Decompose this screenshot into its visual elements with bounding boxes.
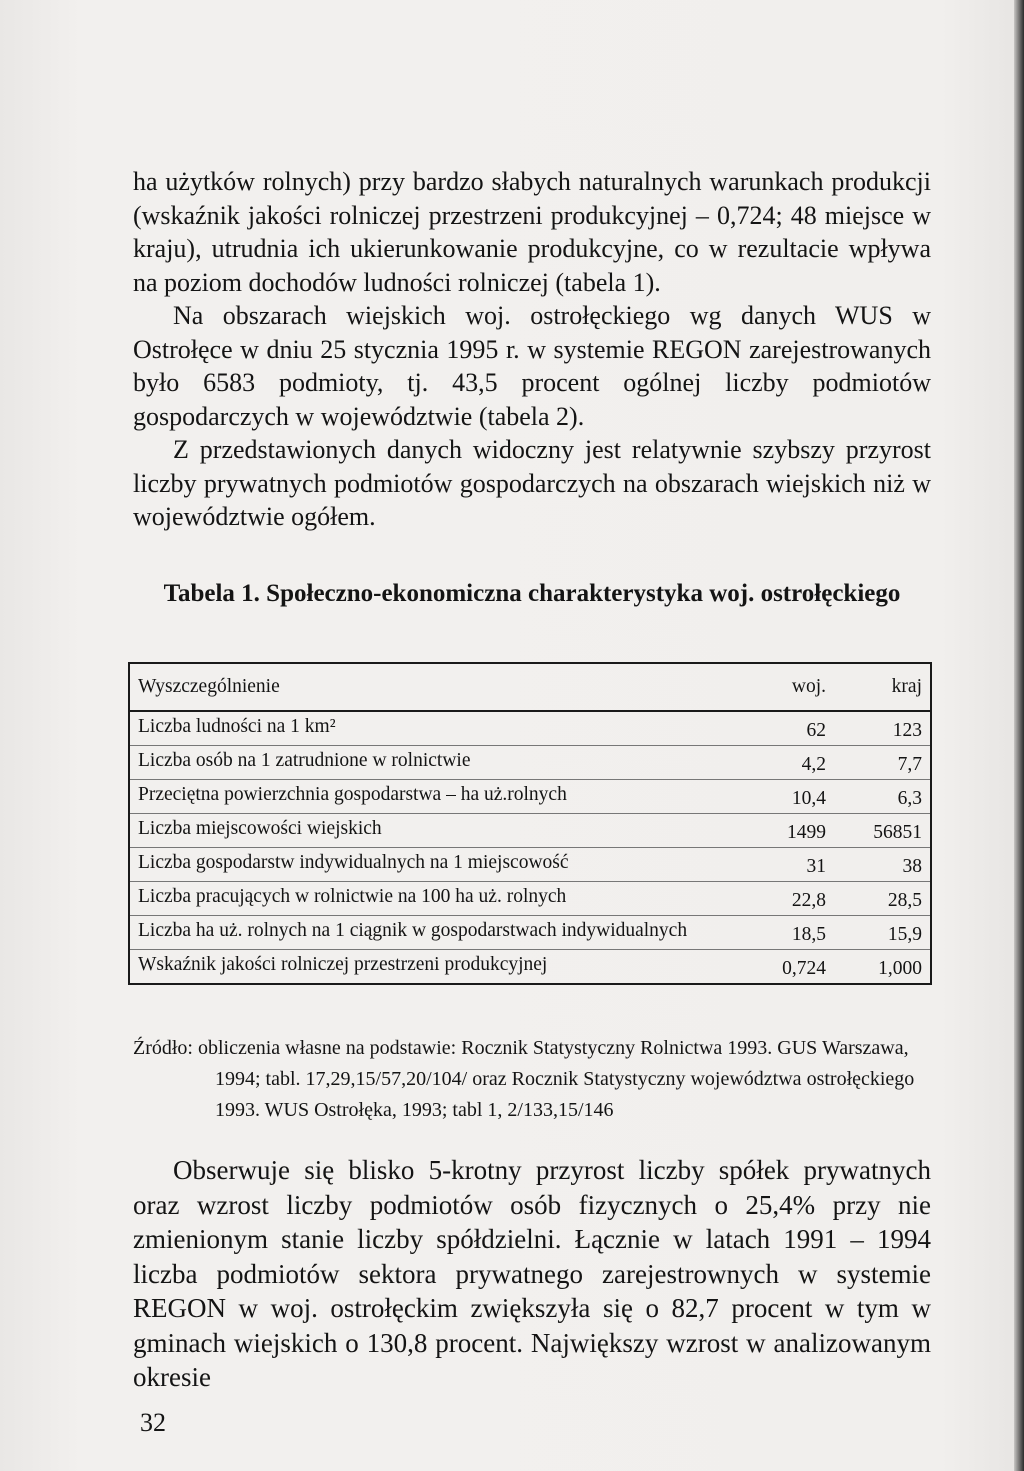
table-row [130,916,930,950]
header-kraj: kraj [891,676,922,697]
row-woj-value: 10,4 [791,788,826,809]
row-kraj-value: 28,5 [887,890,922,911]
outro-text [133,1153,931,1395]
row-label: Liczba miejscowości wiejskich [138,818,382,839]
row-label: Liczba ha uż. rolnych na 1 ciągnik w gospodarstwach indywidualnych [138,920,688,941]
table-row [130,780,930,814]
table-row [130,712,930,746]
paragraph-4: Obserwuje się blisko 5-krotny przyrost liczby spółek prywatnych oraz wzrost liczby podmiotów osób fizycznych o 25,4% przy nie zmienionym stanie liczby spółdzielni. Łącznie w latach 1991 – 1994 liczba podmiotów sektora prywatnego zarejestrownych w systemie REGON w woj. ostrołęckim zwiększyła się o 82,7 procent w tym w gminach wiejskich o 130,8 procent. Największy wzrost w analizowanym okresie [133,1155,931,1392]
row-woj-value: 22,8 [791,890,826,911]
row-woj-value: 1499 [787,822,826,843]
table-row [130,882,930,916]
table-row [130,848,930,882]
row-kraj-value: 7,7 [897,754,922,775]
paragraph-2: Na obszarach wiejskich woj. ostrołęckiego wg danych WUS w Ostrołęce w dniu 25 stycznia 1995 r. w systemie REGON zarejestrowanych było 6583 podmioty, tj. 43,5 procent ogólnej liczby podmiotów gospodarczych w województwie (tabela 2). [133,301,931,431]
row-label: Przeciętna powierzchnia gospodarstwa – ha uż.rolnych [138,784,567,805]
paragraph-1: ha użytków rolnych) przy bardzo słabych naturalnych warunkach produkcji (wskaźnik jakości rolniczej przestrzeni produkcyjnej – 0,724; 48 miejsce w kraju), utrudnia ich ukierunkowanie produkcyjne, co w rezultacie wpływa na poziom dochodów ludności rolniczej (tabela 1). [133,167,931,297]
table-row [130,950,930,983]
table-row [130,814,930,848]
row-label: Liczba pracujących w rolnictwie na 100 ha uż. rolnych [138,886,567,907]
row-kraj-value: 15,9 [887,924,922,945]
data-table [128,662,932,985]
row-kraj-value: 38 [902,856,922,877]
intro-text [133,165,931,534]
row-kraj-value: 1,000 [878,958,922,979]
source-text: Źródło: obliczenia własne na podstawie: Rocznik Statystyczny Rolnictwa 1993. GUS Warszawa, 1994; tabl. 17,29,15/57,20/104/ oraz Rocznik Statystyczny województwa ostrołęckiego 1993. WUS Ostrołęka, 1993; tabl 1, 2/133,15/146 [133,1037,915,1121]
row-kraj-value: 56851 [873,822,922,843]
header-woj: woj. [791,676,826,697]
row-kraj-value: 6,3 [897,788,922,809]
table-row [130,746,930,780]
row-kraj-value: 123 [892,720,922,741]
row-woj-value: 18,5 [791,924,826,945]
page-edge-shadow [1014,0,1024,1471]
table-source-note [133,1033,931,1126]
header-label: Wyszczególnienie [138,676,280,697]
row-label: Wskaźnik jakości rolniczej przestrzeni produkcyjnej [138,954,548,975]
row-label: Liczba osób na 1 zatrudnione w rolnictwie [138,750,471,771]
row-label: Liczba gospodarstw indywidualnych na 1 miejscowość [138,852,569,873]
row-woj-value: 0,724 [782,958,826,979]
table-title: Tabela 1. Społeczno-ekonomiczna charakterystyka woj. ostrołęckiego [163,580,901,607]
page-number: 32 [140,1408,166,1437]
row-woj-value: 62 [806,720,826,741]
table-header-row [130,664,930,712]
row-woj-value: 31 [806,856,826,877]
row-label: Liczba ludności na 1 km² [138,716,336,737]
row-woj-value: 4,2 [801,754,826,775]
paragraph-3: Z przedstawionych danych widoczny jest relatywnie szybszy przyrost liczby prywatnych podmiotów gospodarczych na obszarach wiejskich niż w województwie ogółem. [133,435,931,531]
